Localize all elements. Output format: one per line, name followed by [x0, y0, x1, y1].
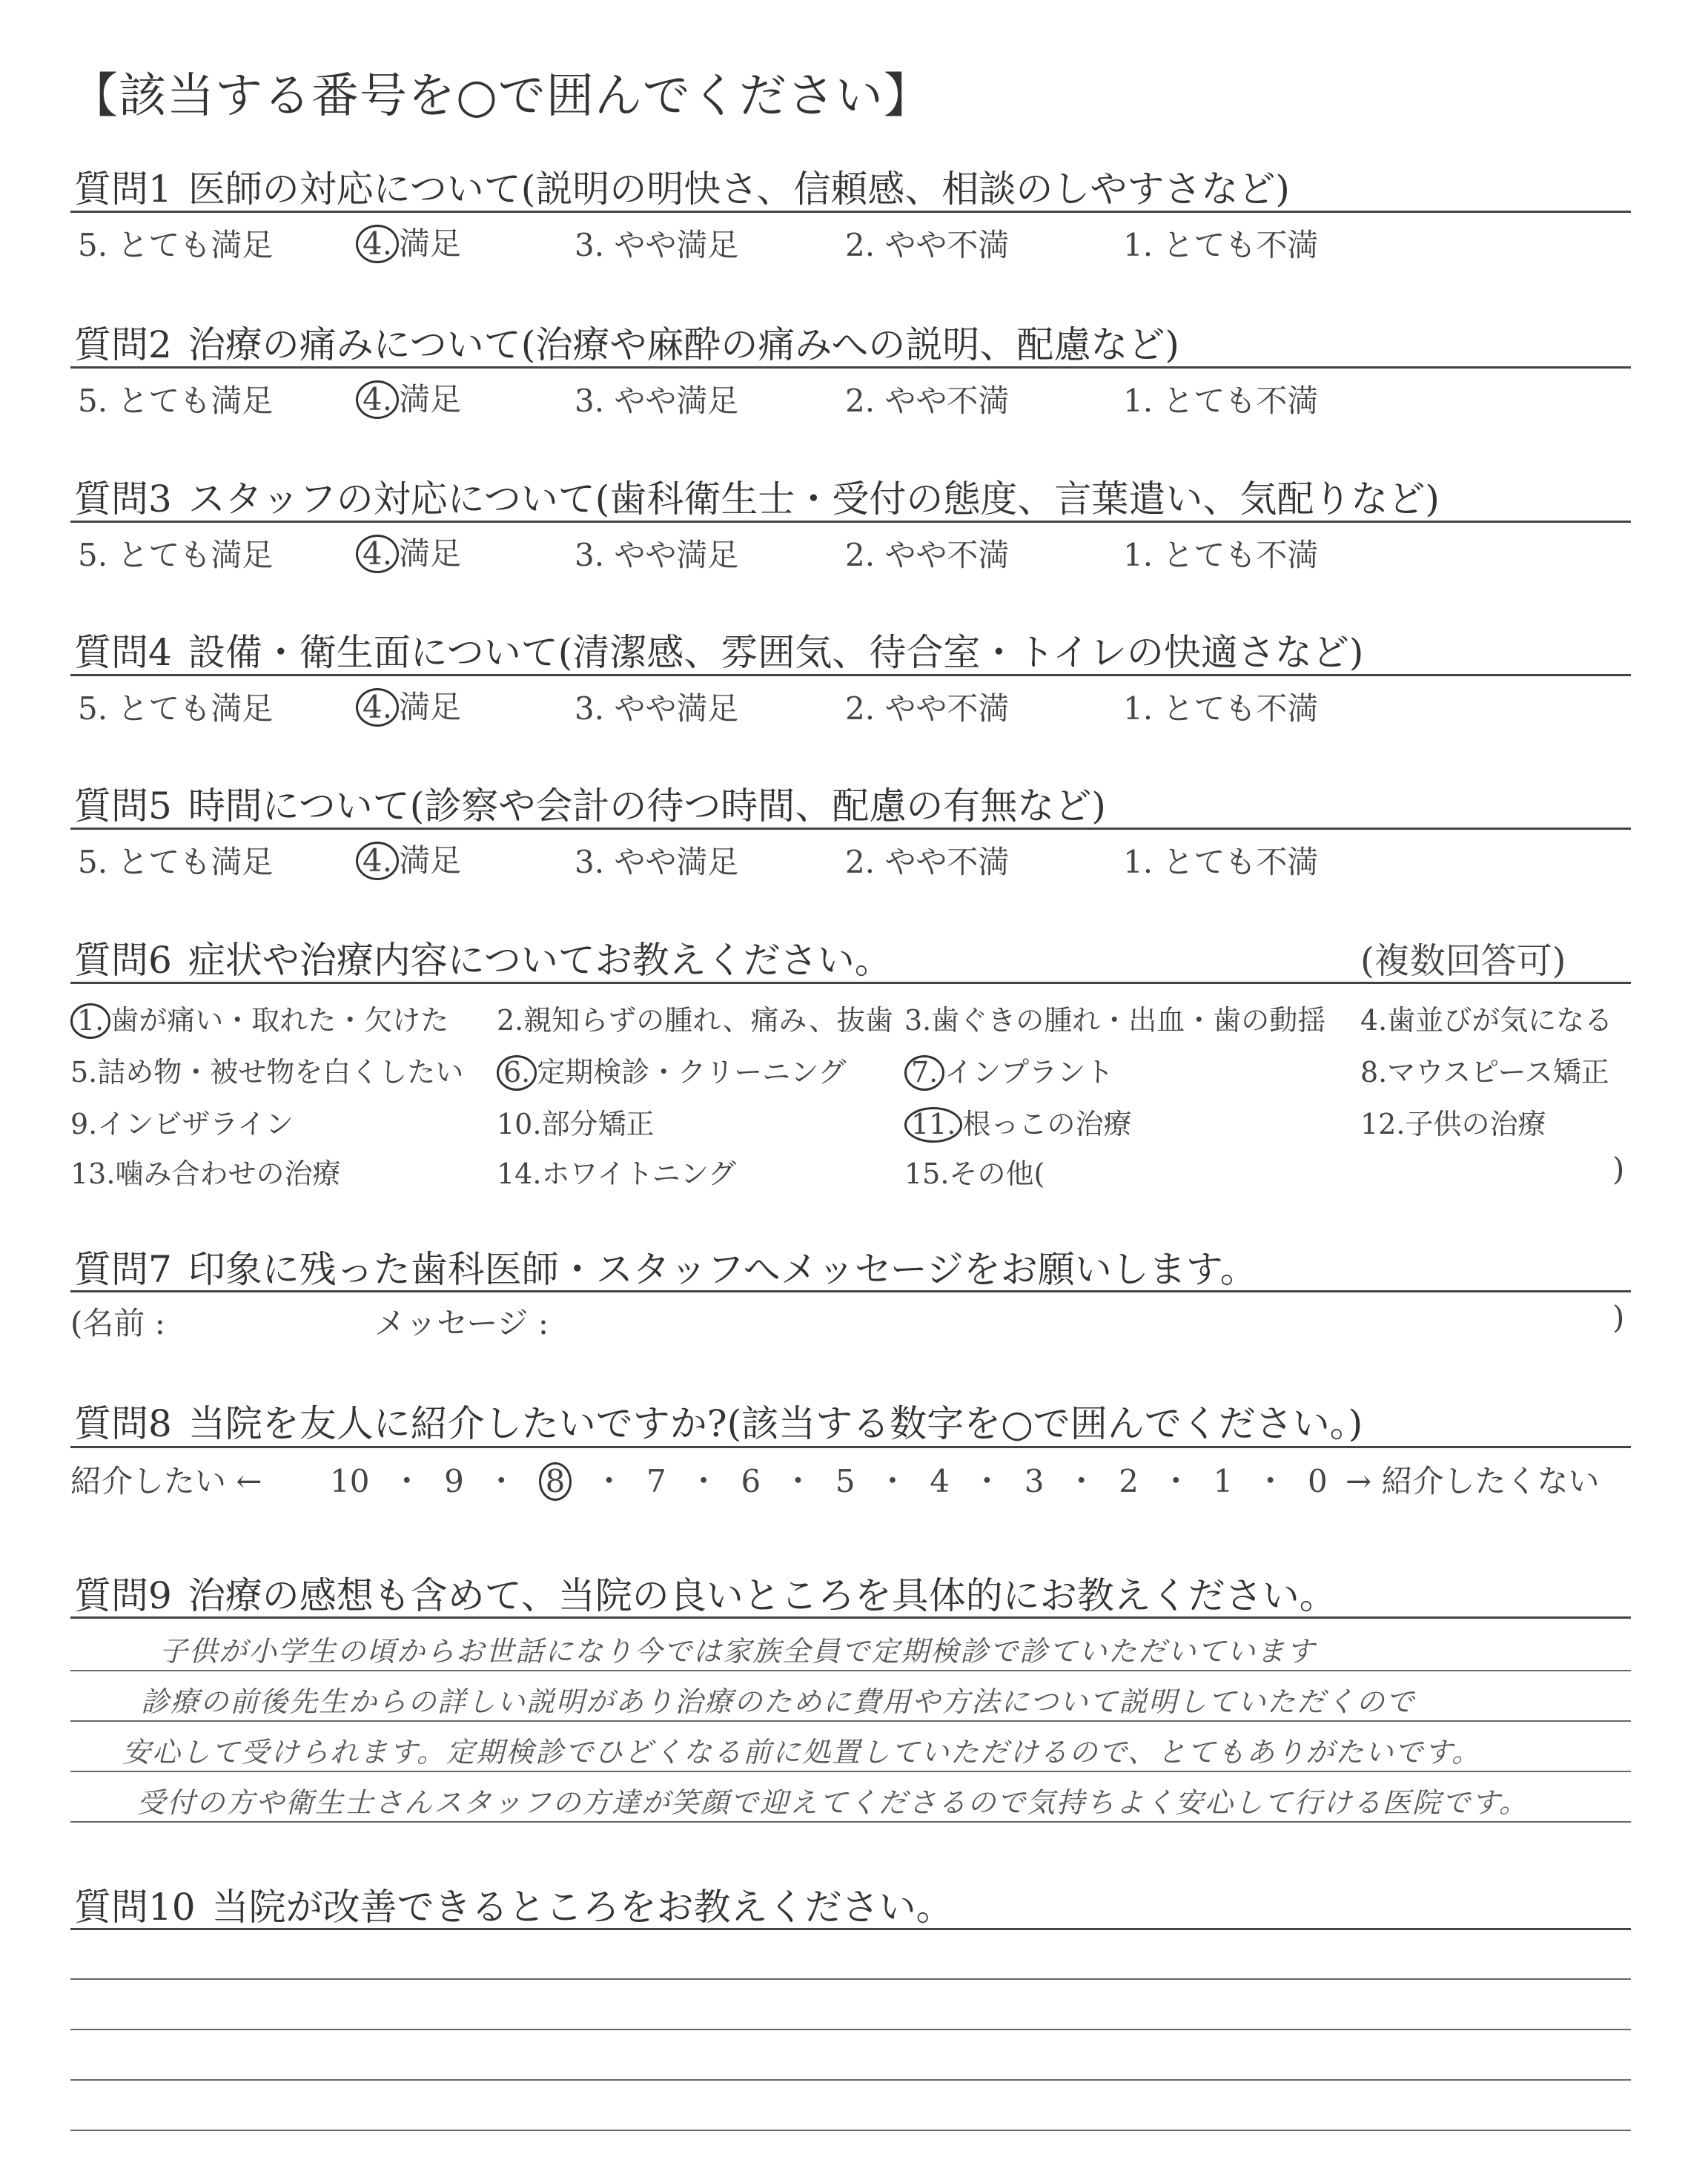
answer-line[interactable] [70, 1978, 1631, 1980]
option-5[interactable]: 5. とても満足 [78, 537, 274, 573]
option-1[interactable]: 1. とても不満 [1123, 690, 1319, 727]
close-paren: ) [1612, 1299, 1625, 1335]
option-3[interactable]: 3. やや満足 [575, 383, 739, 419]
option-1[interactable]: 1. とても不満 [1123, 537, 1319, 573]
option-4-selected[interactable]: 4. 満足 [356, 375, 461, 420]
question-text: 治療の痛みについて(治療や麻酔の痛みへの説明、配慮など) [188, 323, 1179, 366]
close-paren: ) [1612, 1151, 1625, 1187]
option-label: 定期検診・クリーニング [537, 1056, 847, 1089]
selection-circle: 4. [356, 380, 399, 419]
question-9 [74, 1566, 1631, 1619]
option-label: マウスピース矯正 [1387, 1056, 1609, 1089]
answer-line[interactable] [70, 2130, 1631, 2131]
option-label: 根っこの治療 [962, 1108, 1132, 1140]
option-number: 13. [70, 1157, 116, 1190]
symptom-option-15[interactable] [904, 1151, 1045, 1192]
selection-circle: 4. [356, 535, 399, 573]
option-label: ホワイトニング [541, 1157, 737, 1190]
option-3[interactable]: 3. やや満足 [575, 844, 739, 880]
symptom-option-6[interactable] [497, 1049, 847, 1091]
option-label: 歯並びが気になる [1387, 1004, 1613, 1037]
option-number: 8. [1360, 1056, 1388, 1089]
option-label: 歯ぐきの腫れ・出血・歯の動揺 [931, 1004, 1326, 1037]
option-1[interactable]: 1. とても不満 [1123, 227, 1319, 263]
option-label: 歯が痛い・取れた・欠けた [110, 1004, 449, 1037]
option-label: インビザライン [97, 1108, 294, 1140]
question-number: 質問9 [74, 1574, 172, 1617]
question-number: 質問10 [74, 1886, 196, 1929]
handwritten-answer-line: 子供が小学生の頃からお世話になり今では家族全員で定期検診で診ていただいています [159, 1635, 1317, 1668]
name-label: (名前 : [70, 1305, 165, 1341]
option-1[interactable]: 1. とても不満 [1123, 383, 1319, 419]
divider [70, 1928, 1631, 1930]
divider [70, 1290, 1631, 1292]
handwritten-answer-line: 安心して受けられます。定期検診でひどくなる前に処置していただけるので、とてもありがたいです。 [122, 1736, 1482, 1768]
question-10 [74, 1877, 1631, 1931]
symptom-option-7[interactable] [904, 1049, 1113, 1091]
option-5[interactable]: 5. とても満足 [78, 227, 274, 263]
symptom-option-5[interactable] [70, 1049, 463, 1090]
option-number: 14. [497, 1157, 542, 1190]
option-4-selected[interactable]: 4. 満足 [356, 219, 461, 264]
option-2[interactable]: 2. やや不満 [845, 537, 1010, 573]
option-number: 5. [70, 1056, 98, 1089]
divider [70, 366, 1631, 369]
option-3[interactable]: 3. やや満足 [575, 227, 739, 263]
option-2[interactable]: 2. やや不満 [845, 227, 1010, 263]
option-label: 親知らずの腫れ、痛み、抜歯 [523, 1004, 893, 1037]
option-number: 4. [1360, 1004, 1388, 1037]
question-text: 時間について(診察や会計の待つ時間、配慮の有無など) [188, 785, 1106, 828]
symptom-option-8[interactable] [1360, 1049, 1609, 1090]
question-number: 質問2 [74, 323, 172, 366]
answer-line[interactable] [70, 2029, 1631, 2030]
question-text: 当院を友人に紹介したいですか?(該当する数字を○で囲んでください。) [188, 1402, 1363, 1445]
selection-circle: 4. [356, 688, 399, 727]
divider [70, 1616, 1631, 1619]
divider [70, 211, 1631, 213]
option-3[interactable]: 3. やや満足 [575, 537, 739, 573]
option-label: 部分矯正 [541, 1108, 655, 1140]
selection-circle: 4. [356, 842, 399, 880]
option-5[interactable]: 5. とても満足 [78, 844, 274, 880]
question-number: 質問7 [74, 1248, 172, 1291]
question-1 [74, 159, 1631, 213]
option-label: 噛み合わせの治療 [115, 1157, 341, 1190]
answer-line[interactable] [70, 2079, 1631, 2081]
question-text: 当院が改善できるところをお教えください。 [211, 1886, 953, 1929]
option-4-selected[interactable]: 4. 満足 [356, 529, 461, 574]
selection-circle: 6. [497, 1055, 537, 1091]
option-number: 15. [904, 1157, 950, 1190]
question-text: 症状や治療内容についてお教えください。 [188, 939, 892, 982]
instruction-header: 【該当する番号を○で囲んでください】 [70, 69, 932, 124]
symptom-option-11[interactable] [904, 1101, 1131, 1143]
selection-circle: 8 [539, 1462, 572, 1501]
option-number: 10. [497, 1108, 542, 1140]
symptom-option-3[interactable] [904, 997, 1325, 1038]
option-2[interactable]: 2. やや不満 [845, 690, 1010, 727]
handwritten-answer-line: 診療の前後先生からの詳しい説明があり治療のために費用や方法について説明していただくので [141, 1685, 1416, 1718]
not-recommend-label: → 紹介したくない [1345, 1463, 1600, 1499]
question-2 [74, 315, 1631, 369]
question-number: 質問1 [74, 168, 172, 211]
selection-circle: 11. [904, 1107, 962, 1143]
option-2[interactable]: 2. やや不満 [845, 383, 1010, 419]
question-text: 印象に残った歯科医師・スタッフへメッセージをお願いします。 [188, 1248, 1257, 1291]
answer-line [70, 1670, 1631, 1671]
option-label: インプラント [944, 1056, 1114, 1089]
option-number: 9. [70, 1108, 98, 1140]
divider [70, 674, 1631, 676]
symptom-option-9[interactable] [70, 1101, 294, 1142]
option-2[interactable]: 2. やや不満 [845, 844, 1010, 880]
option-4-selected[interactable]: 4. 満足 [356, 683, 461, 727]
answer-line [70, 1771, 1631, 1772]
symptom-option-14[interactable] [497, 1151, 736, 1192]
symptom-option-13[interactable] [70, 1151, 340, 1192]
question-text: 治療の感想も含めて、当院の良いところを具体的にお教えください。 [188, 1574, 1337, 1617]
option-number: 12. [1360, 1108, 1406, 1140]
recommend-scale[interactable]: 10 ・ 9 ・ 8 ・ 7 ・ 6 ・ 5 ・ 4 ・ 3 ・ 2 ・ 1 ・ 0 [330, 1457, 1328, 1502]
handwritten-answer-line: 受付の方や衛生士さんスタッフの方達が笑顔で迎えてくださるので気持ちよく安心して行ける医院です。 [137, 1786, 1529, 1819]
question-text: 医師の対応について(説明の明快さ、信頼感、相談のしやすさなど) [188, 168, 1290, 211]
symptom-option-12[interactable] [1360, 1101, 1546, 1142]
symptom-option-10[interactable] [497, 1101, 654, 1142]
symptom-option-4[interactable] [1360, 997, 1612, 1038]
question-number: 質問5 [74, 785, 172, 828]
question-number: 質問3 [74, 478, 172, 521]
question-8 [74, 1394, 1631, 1447]
selection-circle: 7. [904, 1055, 944, 1091]
option-label: その他( [949, 1157, 1045, 1190]
question-3 [74, 469, 1631, 523]
answer-line [70, 1821, 1631, 1823]
question-text: 設備・衛生面について(清潔感、雰囲気、待合室・トイレの快適さなど) [188, 631, 1364, 674]
divider [70, 828, 1631, 830]
divider [70, 521, 1631, 523]
selection-circle: 4. [356, 225, 399, 263]
answer-line [70, 1720, 1631, 1722]
symptom-option-1[interactable] [70, 997, 448, 1039]
question-7 [74, 1240, 1631, 1293]
option-label: 子供の治療 [1405, 1108, 1546, 1140]
message-label: メッセージ : [374, 1305, 549, 1341]
option-3[interactable]: 3. やや満足 [575, 690, 739, 727]
option-5[interactable]: 5. とても満足 [78, 690, 274, 727]
question-4 [74, 623, 1631, 676]
question-number: 質問6 [74, 939, 172, 982]
option-number: 3. [904, 1004, 932, 1037]
question-number: 質問4 [74, 631, 172, 674]
option-1[interactable]: 1. とても不満 [1123, 844, 1319, 880]
recommend-label: 紹介したい ← [70, 1463, 262, 1499]
option-5[interactable]: 5. とても満足 [78, 383, 274, 419]
question-number: 質問8 [74, 1402, 172, 1445]
option-number: 2. [497, 1004, 524, 1037]
option-label: 詰め物・被せ物を白くしたい [97, 1056, 464, 1089]
selection-circle: 1. [70, 1003, 110, 1039]
question-text: スタッフの対応について(歯科衛生士・受付の態度、言葉遣い、気配りなど) [188, 478, 1440, 521]
option-4-selected[interactable]: 4. 満足 [356, 836, 461, 881]
symptom-option-2[interactable] [497, 997, 893, 1038]
multiple-answer-note: (複数回答可) [1360, 940, 1566, 982]
question-5 [74, 776, 1631, 830]
divider [70, 1446, 1631, 1448]
divider [70, 982, 1631, 984]
